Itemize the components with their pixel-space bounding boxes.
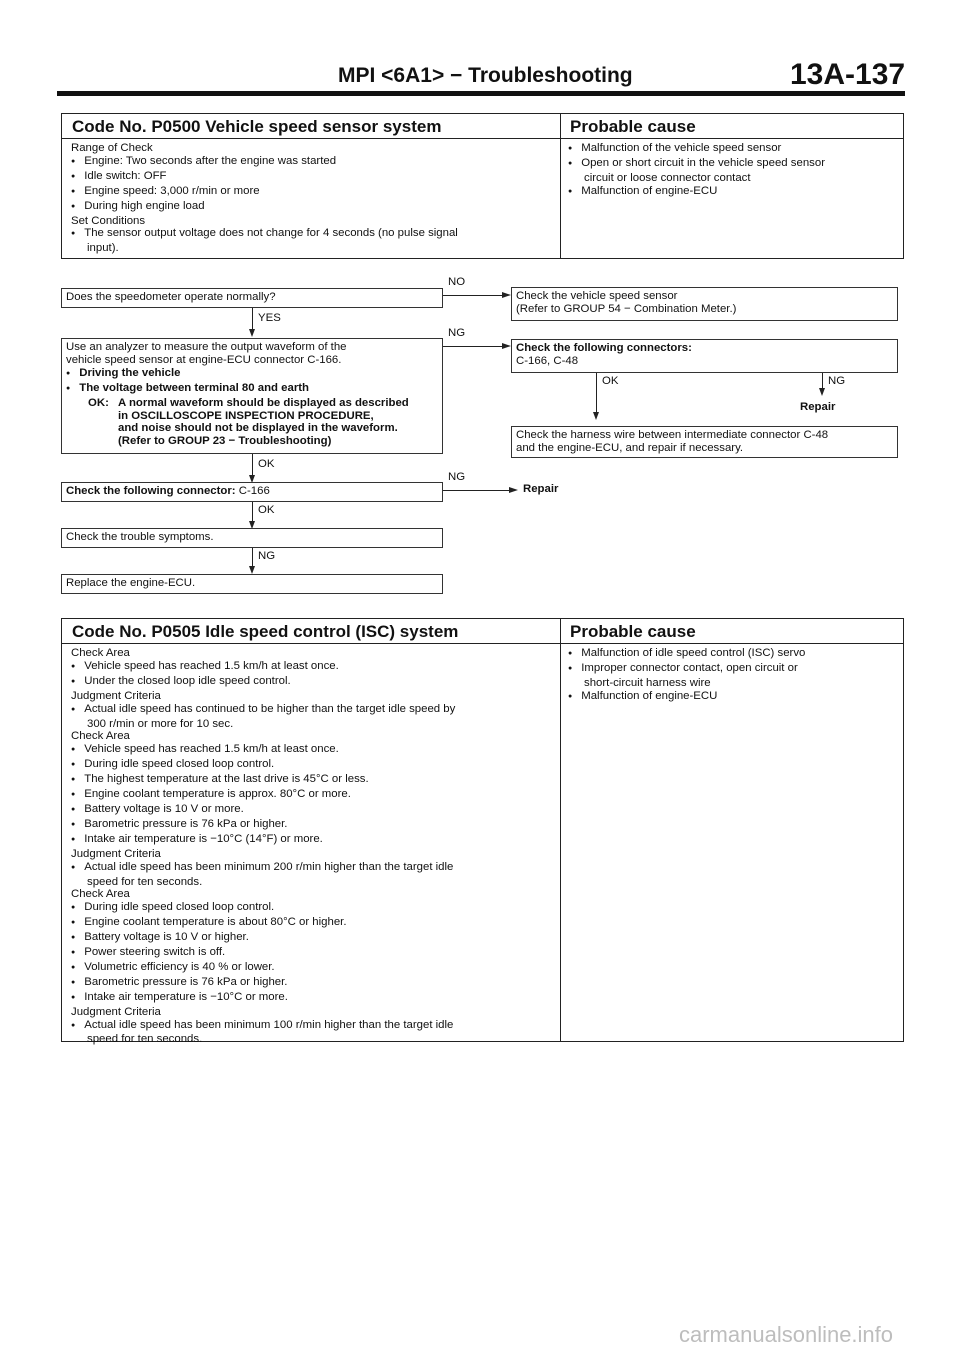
step-replace-ecu: Replace the engine-ECU. <box>61 574 443 594</box>
probable-causes <box>568 142 898 200</box>
connector-line <box>443 490 510 491</box>
dtc-table-p0505 <box>61 618 904 1046</box>
connectors-title: Check the following connectors: <box>516 342 692 354</box>
table-header <box>62 619 903 644</box>
connector-line <box>443 346 503 347</box>
connector-line <box>252 308 253 330</box>
harness-line: Check the harness wire between intermediate connector C-48 <box>516 429 829 441</box>
connector-line <box>252 502 253 522</box>
text-line: and noise should not be displayed in the waveform. <box>118 422 398 435</box>
connectors-list: C-166, C-48 <box>516 354 579 367</box>
check-conditions <box>71 647 556 1046</box>
text-line: ● Malfunction of the vehicle speed sensor <box>568 142 898 157</box>
cause-title: Probable cause <box>570 117 696 136</box>
step-harness-check <box>511 426 898 458</box>
text-line: ● The highest temperature at the last drive is 45°C or less. <box>71 773 556 788</box>
text-line: ● Driving the vehicle <box>66 367 438 382</box>
probable-causes <box>568 647 898 705</box>
label-ok: OK <box>258 458 275 470</box>
text-line: circuit or loose connector contact <box>584 171 751 184</box>
text-line: ● Intake air temperature is −10°C or more. <box>71 991 556 1006</box>
text-line: ● Malfunction of engine-ECU <box>568 185 898 200</box>
text-line: speed for ten seconds. <box>87 875 203 888</box>
page-number: 13A-137 <box>790 58 906 91</box>
arrow-down-icon <box>593 412 599 420</box>
result-line: Check the vehicle speed sensor <box>516 290 678 302</box>
arrow-right-icon <box>502 343 511 349</box>
column-divider <box>560 114 561 258</box>
step-waveform-measure <box>61 338 443 454</box>
text-line: Judgment Criteria <box>71 689 161 702</box>
step-connectors-check <box>511 339 898 373</box>
label-ng: NG <box>448 327 466 339</box>
text-line: ● Malfunction of idle speed control (ISC) servo <box>568 647 898 662</box>
text-line: ● Actual idle speed has been minimum 200 r/min higher than the target idle <box>71 861 556 876</box>
step-rest: C-166 <box>235 485 270 497</box>
text-line: ● During high engine load <box>71 200 556 215</box>
text-line: ● Engine: Two seconds after the engine was started <box>71 155 556 170</box>
arrow-right-icon <box>509 487 518 493</box>
label-ok: OK <box>602 375 619 387</box>
text-line: Use an analyzer to measure the output waveform of the <box>66 341 347 353</box>
table-title: Code No. P0500 Vehicle speed sensor system <box>72 117 442 136</box>
label-ng: NG <box>258 550 276 562</box>
text-line: Judgment Criteria <box>71 1005 161 1018</box>
text-line: ● Malfunction of engine-ECU <box>568 690 898 705</box>
check-conditions <box>71 142 556 255</box>
watermark-text: carmanualsonline.info <box>679 1322 894 1347</box>
text-line: ● During idle speed closed loop control. <box>71 758 556 773</box>
text-line: ● Idle switch: OFF <box>71 170 556 185</box>
text-line: vehicle speed sensor at engine-ECU connector C-166. <box>66 353 342 366</box>
harness-line: and the engine-ECU, and repair if necessary. <box>516 441 744 454</box>
text-line: (Refer to GROUP 23 − Troubleshooting) <box>118 435 332 448</box>
table-title: Code No. P0505 Idle speed control (ISC) system <box>72 622 459 641</box>
dtc-table-p0500 <box>61 113 904 259</box>
text-line: ● Barometric pressure is 76 kPa or higher. <box>71 976 556 991</box>
text-line: in OSCILLOSCOPE INSPECTION PROCEDURE, <box>118 409 374 422</box>
text-line: ● Battery voltage is 10 V or higher. <box>71 931 556 946</box>
text-line <box>66 397 438 410</box>
connector-line <box>596 373 597 413</box>
step-bold: Check the following connector: <box>66 485 236 497</box>
table-header <box>62 114 903 139</box>
text-line: ● Open or short circuit in the vehicle speed sensor <box>568 157 898 172</box>
text-line: ● Power steering switch is off. <box>71 946 556 961</box>
text-line: ● Under the closed loop idle speed control. <box>71 675 556 690</box>
cause-title: Probable cause <box>570 622 696 641</box>
page-title: MPI <6A1> − Troubleshooting <box>338 64 633 87</box>
arrow-right-icon <box>502 292 511 298</box>
connector-line <box>443 295 503 296</box>
text-line: Check Area <box>71 730 130 743</box>
text-line: ● Engine coolant temperature is about 80°C or higher. <box>71 916 556 931</box>
label-ok: OK <box>258 504 275 516</box>
text-line: Set Conditions <box>71 214 146 227</box>
text-line: Check Area <box>71 647 130 659</box>
text-line: Judgment Criteria <box>71 847 161 860</box>
text-line: ● Barometric pressure is 76 kPa or higher. <box>71 818 556 833</box>
text-line: ● Volumetric efficiency is 40 % or lower. <box>71 961 556 976</box>
ok-text: A normal waveform should be displayed as described <box>118 396 409 409</box>
connector-line <box>822 373 823 389</box>
text-line: ● Engine coolant temperature is approx. 80°C or more. <box>71 788 556 803</box>
text-line: ● The sensor output voltage does not change for 4 seconds (no pulse signal <box>71 227 556 242</box>
text-line: ● Intake air temperature is −10°C (14°F) or more. <box>71 833 556 848</box>
header-rule <box>57 91 905 96</box>
arrow-down-icon <box>249 566 255 574</box>
text-line: ● Actual idle speed has been minimum 100 r/min higher than the target idle <box>71 1019 556 1034</box>
label-yes: YES <box>258 312 281 324</box>
text-line: Range of Check <box>71 142 153 154</box>
repair-label: Repair <box>523 483 559 495</box>
text-line: ● Battery voltage is 10 V or more. <box>71 803 556 818</box>
result-speed-sensor-check <box>511 287 898 321</box>
connector-line <box>252 548 253 567</box>
step-speedometer-check: Does the speedometer operate normally? <box>61 288 443 308</box>
connector-line <box>252 454 253 476</box>
text-line: ● The voltage between terminal 80 and earth <box>66 382 438 397</box>
ok-label: OK: <box>88 396 109 409</box>
label-ng: NG <box>448 471 466 483</box>
repair-label: Repair <box>800 401 836 413</box>
text-line: ● Vehicle speed has reached 1.5 km/h at least once. <box>71 743 556 758</box>
text-line: ● Vehicle speed has reached 1.5 km/h at least once. <box>71 660 556 675</box>
text-line: ● Engine speed: 3,000 r/min or more <box>71 185 556 200</box>
label-no: NO <box>448 276 466 288</box>
result-line: (Refer to GROUP 54 − Combination Meter.) <box>516 302 737 315</box>
label-ng: NG <box>828 375 846 387</box>
step-connector-c166 <box>61 482 443 502</box>
text-line: ● During idle speed closed loop control. <box>71 901 556 916</box>
arrow-down-icon <box>249 329 255 337</box>
text-line: ● Actual idle speed has continued to be higher than the target idle speed by <box>71 703 556 718</box>
text-line: ● Improper connector contact, open circuit or <box>568 662 898 677</box>
text-line: short-circuit harness wire <box>584 676 711 689</box>
step-trouble-symptoms: Check the trouble symptoms. <box>61 528 443 548</box>
text-line: Check Area <box>71 888 130 901</box>
arrow-down-icon <box>819 388 825 396</box>
text-line: input). <box>87 242 119 255</box>
column-divider <box>560 619 561 1041</box>
text-line: speed for ten seconds. <box>87 1033 203 1046</box>
text-line: 300 r/min or more for 10 sec. <box>87 717 234 730</box>
